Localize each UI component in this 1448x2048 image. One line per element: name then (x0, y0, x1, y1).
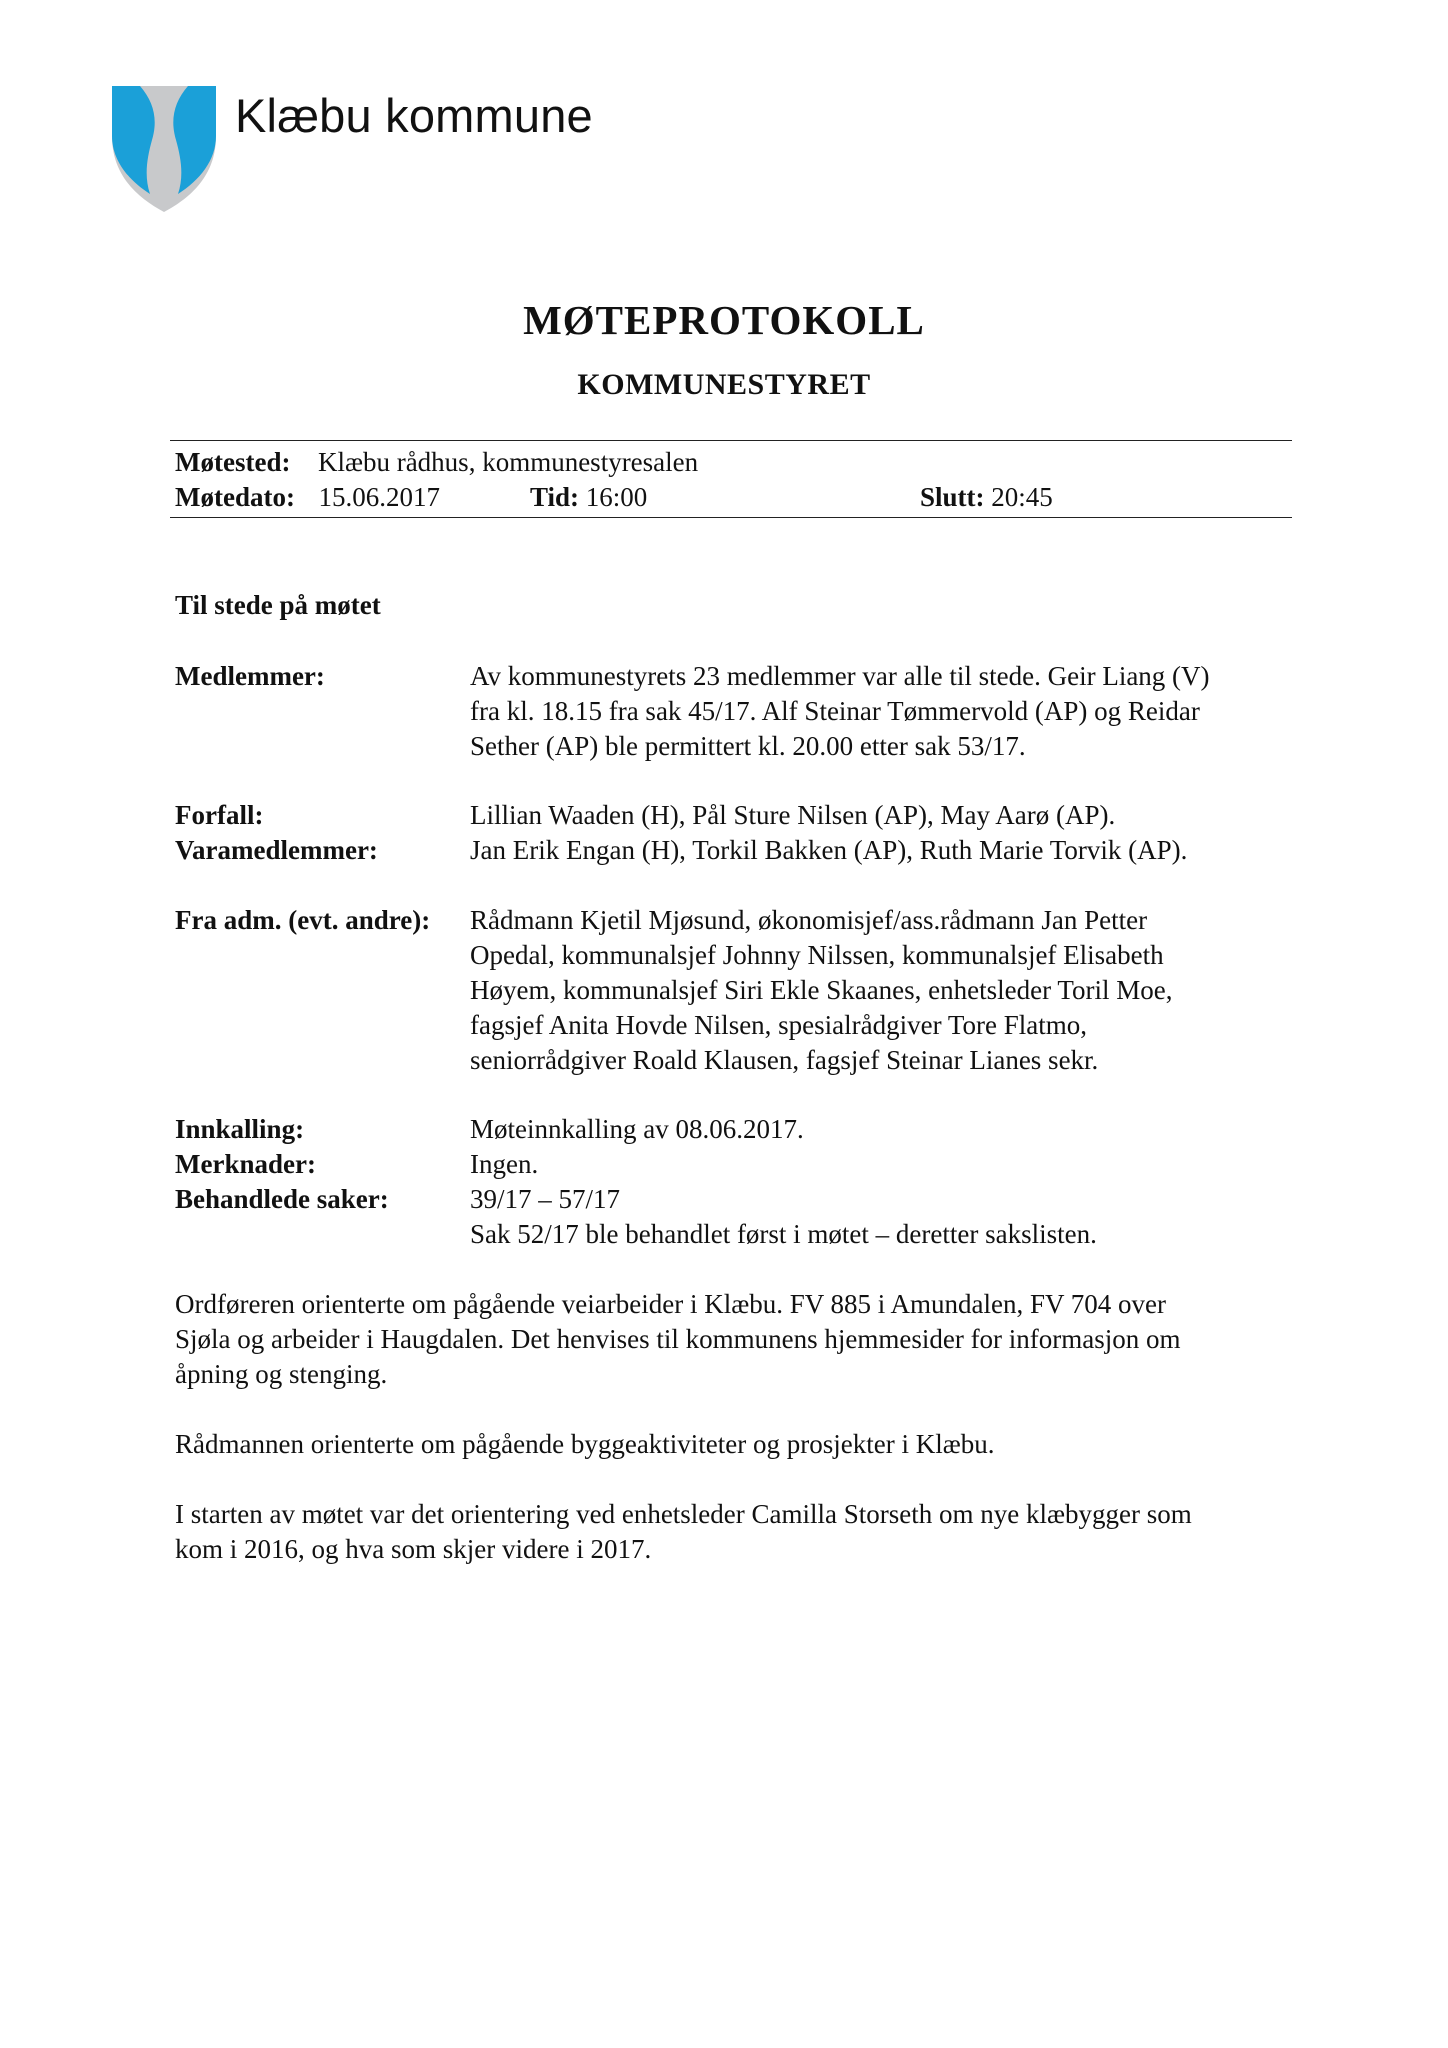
row-line: Møteinnkalling av 08.06.2017. (470, 1114, 804, 1144)
document-title: MØTEPROTOKOLL (523, 297, 925, 343)
row-label: Behandlede saker: (175, 1184, 389, 1214)
row-value (470, 833, 1300, 868)
document-subtitle: KOMMUNESTYRET (577, 368, 871, 401)
row-line: Lillian Waaden (H), Pål Sture Nilsen (AP), May Aarø (AP). (470, 800, 1116, 830)
meeting-end-label: Slutt: (920, 482, 985, 512)
meeting-place-value: Klæbu rådhus, kommunestyresalen (317, 447, 699, 477)
row-line: Sak 52/17 ble behandlet først i møtet – deretter sakslisten. (470, 1219, 1097, 1249)
paragraph-orientation (175, 1497, 1290, 1567)
klaebu-coat-of-arms-icon (110, 84, 218, 214)
paragraph-building-projects (175, 1427, 1290, 1462)
row-label: Fra adm. (evt. andre): (175, 905, 431, 935)
meeting-time (530, 480, 647, 515)
row-line: Ingen. (470, 1149, 539, 1179)
paragraph-line: kom i 2016, og hva som skjer videre i 2017. (175, 1534, 652, 1564)
row-line: Av kommunestyrets 23 medlemmer var alle til stede. Geir Liang (V) (470, 661, 1210, 691)
row-line: 39/17 – 57/17 (470, 1184, 621, 1214)
paragraph-line: I starten av møtet var det orientering ved enhetsleder Camilla Storseth om nye klæbygger som (175, 1499, 1192, 1529)
top-rule (170, 440, 1292, 441)
org-name: Klæbu kommune (235, 89, 593, 142)
row-line: seniorrådgiver Roald Klausen, fagsjef Steinar Lianes sekr. (470, 1045, 1099, 1075)
bottom-rule (170, 517, 1292, 518)
row-value (470, 1182, 1300, 1252)
paragraph-line: åpning og stenging. (175, 1359, 388, 1389)
paragraph-road-works (175, 1287, 1290, 1392)
meeting-time-label: Tid: (530, 482, 580, 512)
row-label: Merknader: (175, 1149, 316, 1179)
row-line: Rådmann Kjetil Mjøsund, økonomisjef/ass.rådmann Jan Petter (470, 905, 1148, 935)
row-line: Opedal, kommunalsjef Johnny Nilssen, kommunalsjef Elisabeth (470, 940, 1164, 970)
row-value (470, 798, 1300, 833)
meeting-date-label: Møtedato: (175, 482, 295, 512)
row-line: fagsjef Anita Hovde Nilsen, spesialrådgiver Tore Flatmo, (470, 1010, 1087, 1040)
row-line: Jan Erik Engan (H), Torkil Bakken (AP), Ruth Marie Torvik (AP). (470, 835, 1188, 865)
meeting-end-value: 20:45 (991, 482, 1053, 512)
row-line: Sether (AP) ble permittert kl. 20.00 etter sak 53/17. (470, 731, 1026, 761)
paragraph-line: Sjøla og arbeider i Haugdalen. Det henvises til kommunens hjemmesider for informasjon om (175, 1324, 1181, 1354)
row-value (470, 1112, 1300, 1147)
meeting-place-label: Møtested: (175, 447, 291, 477)
paragraph-line: Rådmannen orienterte om pågående byggeaktiviteter og prosjekter i Klæbu. (175, 1429, 995, 1459)
meeting-place-line (175, 445, 698, 480)
meeting-date-line (175, 480, 1295, 515)
row-label: Innkalling: (175, 1114, 305, 1144)
row-line: Høyem, kommunalsjef Siri Ekle Skaanes, enhetsleder Toril Moe, (470, 975, 1173, 1005)
attendance-heading: Til stede på møtet (175, 590, 381, 620)
meeting-time-value: 16:00 (585, 482, 648, 512)
row-label: Medlemmer: (175, 661, 325, 691)
paragraph-line: Ordføreren orienterte om pågående veiarbeider i Klæbu. FV 885 i Amundalen, FV 704 over (175, 1289, 1166, 1319)
meeting-end (920, 480, 1053, 515)
row-line: fra kl. 18.15 fra sak 45/17. Alf Steinar Tømmervold (AP) og Reidar (470, 696, 1200, 726)
meeting-date-value: 15.06.2017 (318, 482, 440, 512)
row-label: Forfall: (175, 800, 264, 830)
row-label: Varamedlemmer: (175, 835, 378, 865)
row-value (470, 659, 1300, 764)
row-value (470, 903, 1300, 1078)
row-value (470, 1147, 1300, 1182)
